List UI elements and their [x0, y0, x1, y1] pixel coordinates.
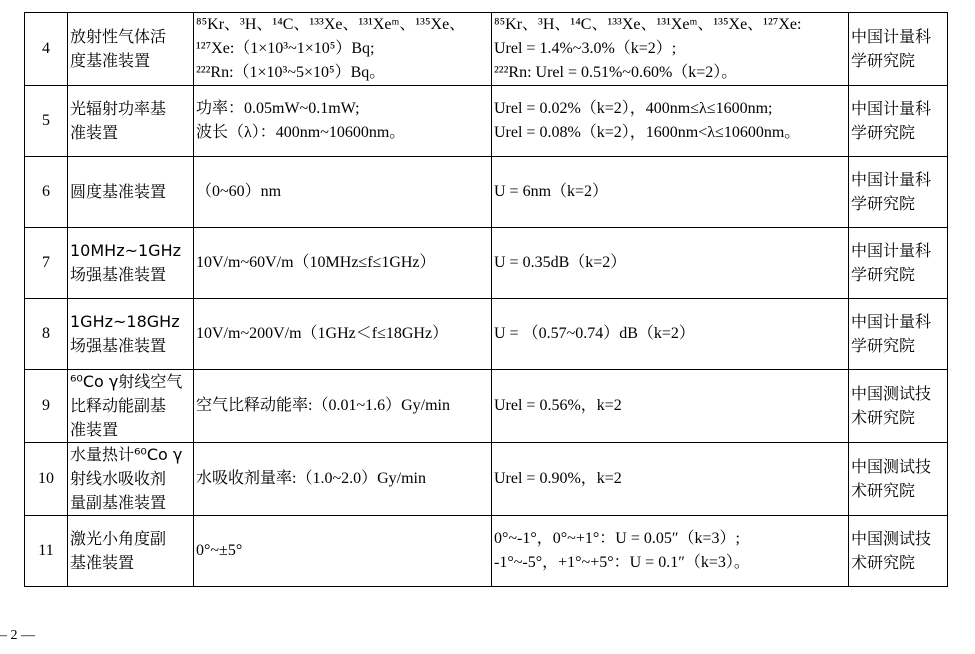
- device-name: 放射性气体活 度基准装置: [68, 13, 194, 86]
- table-row: [25, 299, 948, 370]
- table-row: [25, 443, 948, 516]
- uncertainty: ⁸⁵Kr、³H、¹⁴C、¹³³Xe、¹³¹Xeᵐ、¹³⁵Xe、¹²⁷Xe: Urel = 1.4%~3.0%（k=2）; ²²²Rn: Urel = 0.51%~0.60%（k=2）。: [492, 13, 849, 86]
- measurement-range: 水吸收剂量率:（1.0~2.0）Gy/min: [194, 443, 492, 516]
- row-number: 8: [25, 299, 68, 370]
- uncertainty: U = 0.35dB（k=2）: [492, 228, 849, 299]
- table-row: [25, 370, 948, 443]
- organization: 中国计量科 学研究院: [849, 13, 948, 86]
- organization: 中国计量科 学研究院: [849, 86, 948, 157]
- row-number: 11: [25, 516, 68, 587]
- table-row: [25, 228, 948, 299]
- standards-table: [24, 12, 948, 587]
- row-number: 5: [25, 86, 68, 157]
- table-row: [25, 13, 948, 86]
- measurement-range: 10V/m~60V/m（10MHz≤f≤1GHz）: [194, 228, 492, 299]
- organization: 中国测试技 术研究院: [849, 443, 948, 516]
- uncertainty: U = 6nm（k=2）: [492, 157, 849, 228]
- table-row: [25, 86, 948, 157]
- organization: 中国计量科 学研究院: [849, 299, 948, 370]
- uncertainty: 0°~-1°，0°~+1°：U = 0.05″（k=3）; -1°~-5°，+1°~+5°：U = 0.1″（k=3）。: [492, 516, 849, 587]
- row-number: 7: [25, 228, 68, 299]
- table-row: [25, 157, 948, 228]
- row-number: 10: [25, 443, 68, 516]
- page-number: – 2 —: [0, 628, 35, 643]
- organization: 中国计量科 学研究院: [849, 228, 948, 299]
- row-number: 6: [25, 157, 68, 228]
- measurement-range: 0°~±5°: [194, 516, 492, 587]
- measurement-range: 空气比释动能率:（0.01~1.6）Gy/min: [194, 370, 492, 443]
- device-name: ⁶⁰Co γ射线空气 比释动能副基 准装置: [68, 370, 194, 443]
- row-number: 4: [25, 13, 68, 86]
- device-name: 水量热计⁶⁰Co γ 射线水吸收剂 量副基准装置: [68, 443, 194, 516]
- uncertainty: U = （0.57~0.74）dB（k=2）: [492, 299, 849, 370]
- device-name: 激光小角度副 基准装置: [68, 516, 194, 587]
- uncertainty: Urel = 0.56%，k=2: [492, 370, 849, 443]
- organization: 中国计量科 学研究院: [849, 157, 948, 228]
- measurement-range: 功率：0.05mW~0.1mW; 波长（λ）：400nm~10600nm。: [194, 86, 492, 157]
- organization: 中国测试技 术研究院: [849, 370, 948, 443]
- uncertainty: Urel = 0.90%，k=2: [492, 443, 849, 516]
- device-name: 10MHz~1GHz 场强基准装置: [68, 228, 194, 299]
- row-number: 9: [25, 370, 68, 443]
- device-name: 1GHz~18GHz 场强基准装置: [68, 299, 194, 370]
- measurement-range: 10V/m~200V/m（1GHz＜f≤18GHz）: [194, 299, 492, 370]
- table-row: [25, 516, 948, 587]
- organization: 中国测试技 术研究院: [849, 516, 948, 587]
- device-name: 光辐射功率基 准装置: [68, 86, 194, 157]
- uncertainty: Urel = 0.02%（k=2），400nm≤λ≤1600nm; Urel = 0.08%（k=2），1600nm<λ≤10600nm。: [492, 86, 849, 157]
- measurement-range: （0~60）nm: [194, 157, 492, 228]
- measurement-range: ⁸⁵Kr、³H、¹⁴C、¹³³Xe、¹³¹Xeᵐ、¹³⁵Xe、 ¹²⁷Xe:（1×10³~1×10⁵）Bq; ²²²Rn:（1×10³~5×10⁵）Bq。: [194, 13, 492, 86]
- device-name: 圆度基准装置: [68, 157, 194, 228]
